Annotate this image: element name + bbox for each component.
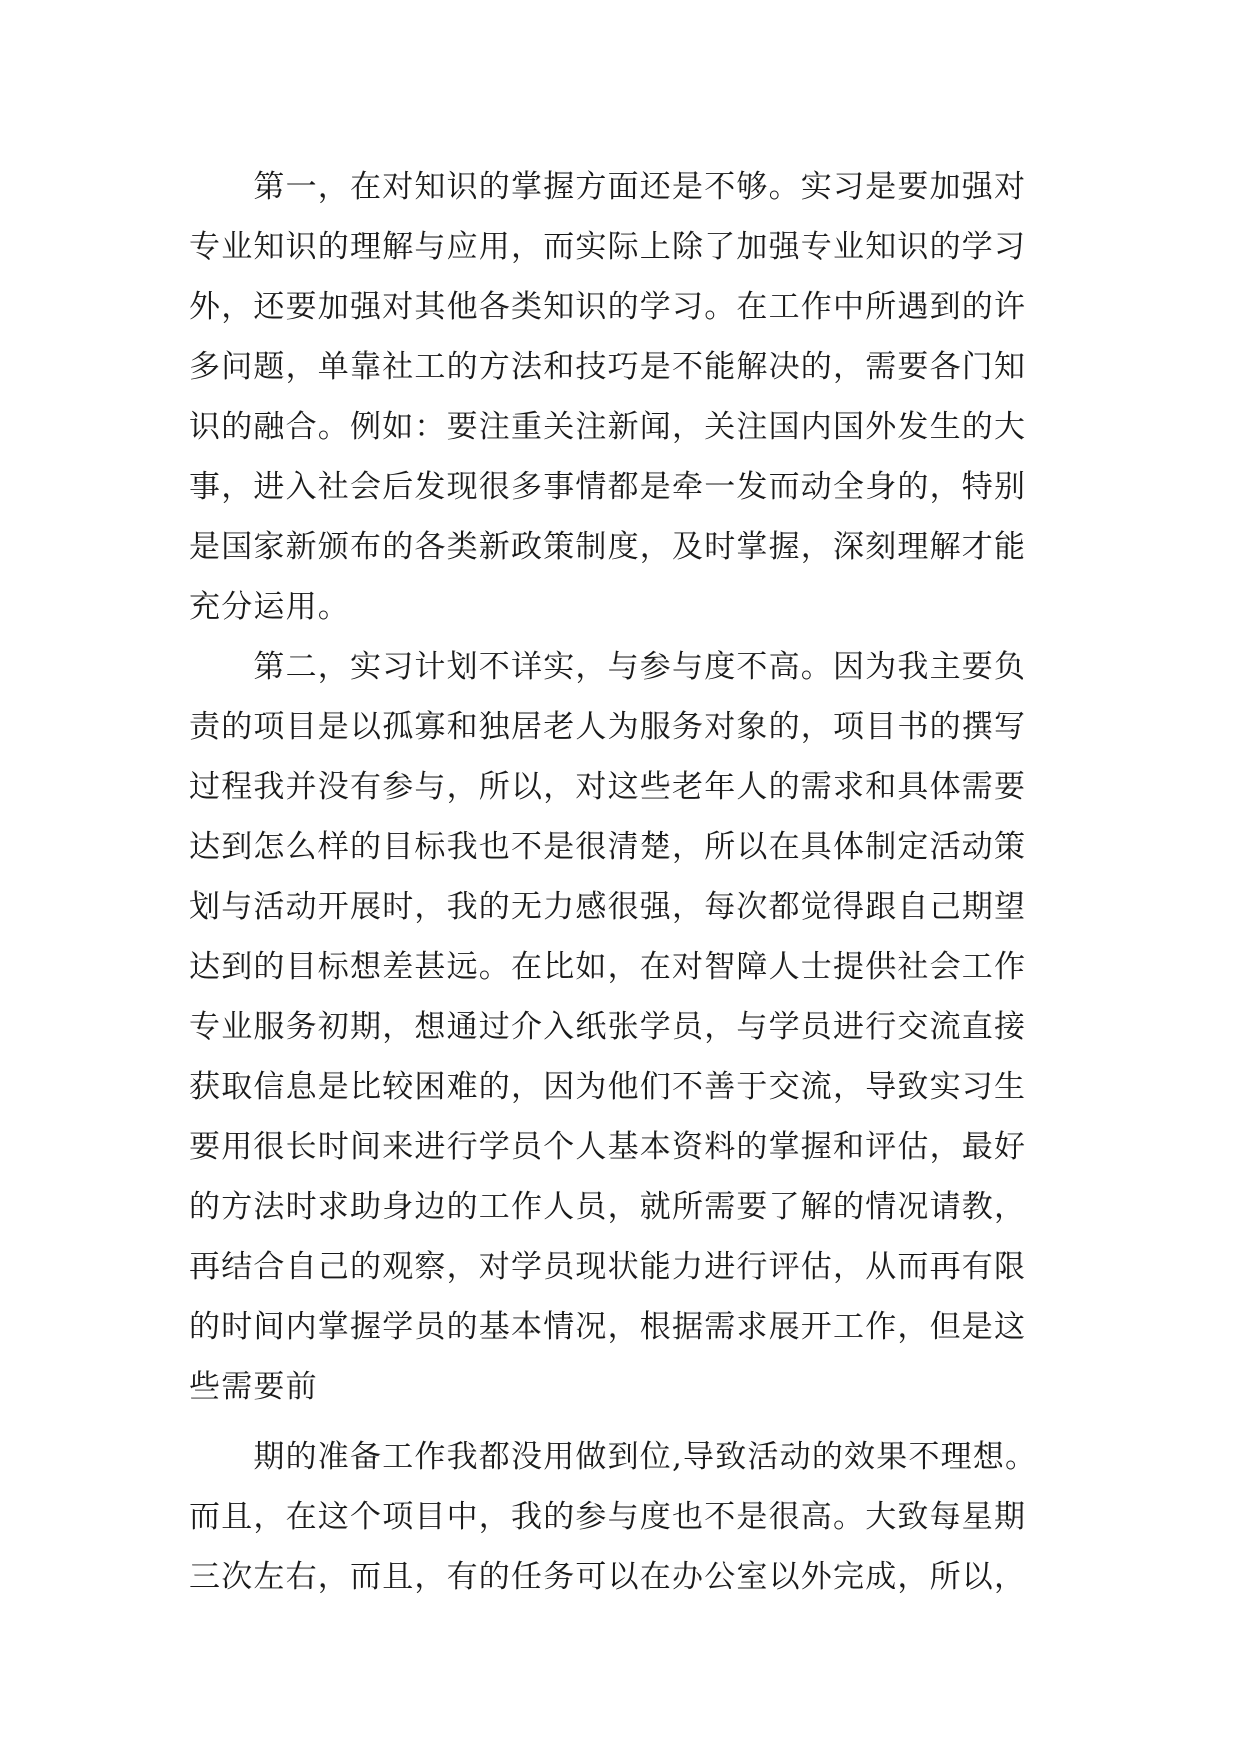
text-line: 专业知识的理解与应用，而实际上除了加强专业知识的学习 bbox=[189, 229, 1027, 265]
paragraph-3 bbox=[189, 1427, 1051, 1607]
text-line: 第一，在对知识的掌握方面还是不够。实习是要加强对 bbox=[189, 169, 1027, 205]
paragraph-1 bbox=[189, 157, 1051, 637]
paragraph-2 bbox=[189, 637, 1051, 1417]
text-line: 达到怎么样的目标我也不是很清楚，所以在具体制定活动策 bbox=[189, 829, 1027, 865]
text-line: 而且，在这个项目中，我的参与度也不是很高。大致每星期 bbox=[189, 1499, 1027, 1535]
text-line: 三次左右，而且，有的任务可以在办公室以外完成，所以， bbox=[189, 1559, 1027, 1595]
paragraph-spacer bbox=[189, 1417, 1051, 1427]
text-line: 达到的目标想差甚远。在比如，在对智障人士提供社会工作 bbox=[189, 949, 1027, 985]
text-line: 第二，实习计划不详实，与参与度不高。因为我主要负 bbox=[189, 649, 1027, 685]
body-text bbox=[189, 157, 1051, 1607]
text-line: 事，进入社会后发现很多事情都是牵一发而动全身的，特别 bbox=[189, 469, 1027, 505]
text-line: 的方法时求助身边的工作人员，就所需要了解的情况请教， bbox=[189, 1189, 1027, 1225]
text-line: 划与活动开展时，我的无力感很强，每次都觉得跟自己期望 bbox=[189, 889, 1027, 925]
text-line: 再结合自己的观察，对学员现状能力进行评估，从而再有限 bbox=[189, 1249, 1027, 1285]
text-line: 过程我并没有参与，所以，对这些老年人的需求和具体需要 bbox=[189, 769, 1027, 805]
text-line: 充分运用。 bbox=[189, 589, 350, 625]
text-line: 获取信息是比较困难的，因为他们不善于交流，导致实习生 bbox=[189, 1069, 1027, 1105]
text-line: 些需要前 bbox=[189, 1369, 318, 1405]
text-line: 外，还要加强对其他各类知识的学习。在工作中所遇到的许 bbox=[189, 289, 1027, 325]
text-line: 的时间内掌握学员的基本情况，根据需求展开工作，但是这 bbox=[189, 1309, 1027, 1345]
text-line: 责的项目是以孤寡和独居老人为服务对象的，项目书的撰写 bbox=[189, 709, 1027, 745]
text-line: 多问题，单靠社工的方法和技巧是不能解决的，需要各门知 bbox=[189, 349, 1027, 385]
text-line: 识的融合。例如：要注重关注新闻，关注国内国外发生的大 bbox=[189, 409, 1027, 445]
text-line: 是国家新颁布的各类新政策制度，及时掌握，深刻理解才能 bbox=[189, 529, 1027, 565]
text-line: 要用很长时间来进行学员个人基本资料的掌握和评估，最好 bbox=[189, 1129, 1027, 1165]
text-line: 专业服务初期，想通过介入纸张学员，与学员进行交流直接 bbox=[189, 1009, 1027, 1045]
text-line: 期的准备工作我都没用做到位,导致活动的效果不理想。 bbox=[189, 1439, 1038, 1475]
